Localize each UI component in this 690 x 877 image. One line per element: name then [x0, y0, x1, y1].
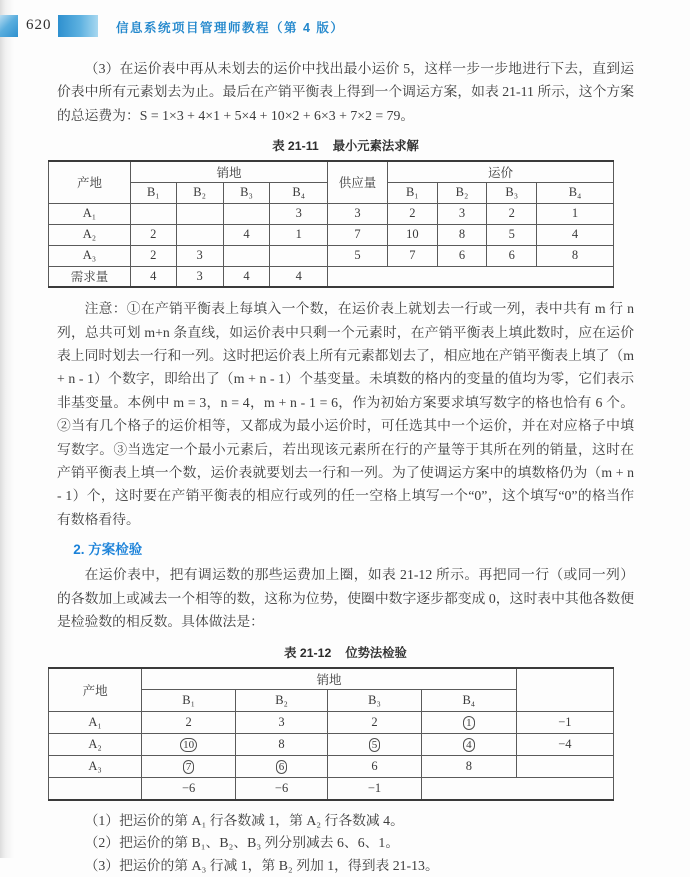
table-cell: 2 [328, 712, 422, 734]
table-row [49, 734, 614, 756]
table-cell: 3 [270, 203, 328, 224]
table-cell: 6 [328, 756, 422, 778]
page-header [0, 0, 690, 40]
table-cell: 2 [130, 245, 176, 266]
potential-value-cell [516, 756, 613, 778]
row-header-origin: 需求量 [49, 266, 131, 287]
col-header-destination: B₁ [130, 182, 176, 203]
table-21-12 [48, 667, 614, 801]
col-header-destination: B₃ [487, 182, 537, 203]
table-21-12-caption [57, 643, 634, 661]
table-cell: 3 [328, 203, 388, 224]
table-cell: −1 [328, 778, 422, 800]
row-header-origin: A₁ [49, 203, 131, 224]
col-header-destination: B₁ [142, 690, 236, 712]
table-cell: 3 [176, 245, 223, 266]
table-cell: −6 [142, 778, 236, 800]
circled-number: 4 [463, 738, 475, 752]
circled-number: 1 [463, 716, 475, 730]
table-cell: 4 [223, 224, 270, 245]
table-cell [421, 734, 516, 756]
table-cell: 4 [130, 266, 176, 287]
table-cell: −6 [236, 778, 328, 800]
table-cell: 4 [270, 266, 328, 287]
circled-number: 6 [276, 760, 288, 774]
paragraph-potential-method: 在运价表中，把有调运数的那些运费加上圈，如表 21-12 所示。再把同一行（或同一列）的各数加上或减去一个相等的数，这称为位势，使圈中数字逐步都变成 0，这时表中其他各数便是检验数的相反数。具体做法是： [57, 563, 634, 633]
col-group-sales: 销地 [142, 668, 517, 690]
col-header-destination: B₄ [537, 182, 614, 203]
circled-number: 7 [183, 760, 195, 774]
row-header-origin: A₃ [49, 756, 142, 778]
table-row [49, 756, 614, 778]
table-cell [130, 203, 176, 224]
book-title: 信息系统项目管理师教程（第 4 版） [116, 18, 344, 36]
col-header-origin: 产地 [49, 161, 131, 203]
row-header-origin: A₁ [49, 712, 142, 734]
paragraph-min-element-method: （3）在运价表中再从未划去的运价中找出最小运价 5，这样一步一步地进行下去，直到运价表中所有元素划去为止。最后在产销平衡表上得到一个调运方案，如表 21-11 所示，这个方案的总运费为：S = 1×3 + 4×1 + 5×4 + 10×2 + 6×3 + 7×2 = 79。 [57, 57, 634, 127]
table-cell [142, 756, 236, 778]
table-cell: 2 [387, 203, 437, 224]
table-cell [421, 778, 613, 800]
table-cell: 4 [223, 266, 270, 287]
table-cell: 2 [487, 203, 537, 224]
steps-list [57, 810, 634, 877]
col-header-destination: B₃ [328, 690, 422, 712]
table-cell [223, 245, 270, 266]
table-row [49, 778, 614, 800]
table-cell [328, 266, 614, 287]
table-cell [328, 734, 422, 756]
section-heading-plan-check: 2. 方案检验 [57, 538, 634, 558]
table-cell: 8 [236, 734, 328, 756]
table-cell: 2 [130, 224, 176, 245]
table-cell: 7 [328, 224, 388, 245]
col-header-origin: 产地 [49, 668, 142, 712]
table-cell [421, 712, 516, 734]
header-accent-bar [58, 15, 98, 37]
step-item: （3）把运价的第 A₃ 行减 1，第 B₂ 列加 1，得到表 21-13。 [57, 855, 634, 877]
col-group-price: 运价 [387, 161, 613, 182]
table-cell: 3 [236, 712, 328, 734]
table-cell: 2 [142, 712, 236, 734]
table-cell: 3 [176, 266, 223, 287]
table-row [49, 712, 614, 734]
table-cell: 5 [487, 224, 537, 245]
step-item: （1）把运价的第 A₁ 行各数减 1，第 A₂ 行各数减 4。 [57, 810, 634, 833]
table-caption-title: 位势法检验 [345, 646, 407, 660]
col-header-destination: B₄ [421, 690, 516, 712]
col-header-destination: B₂ [176, 182, 223, 203]
page-content [0, 57, 690, 877]
row-header-origin [49, 778, 142, 800]
table-row [49, 161, 614, 182]
table-21-11 [48, 160, 614, 288]
table-cell [270, 245, 328, 266]
potential-value-cell: −4 [516, 734, 613, 756]
col-header-potential [516, 668, 613, 712]
table-cell [223, 203, 270, 224]
table-row [49, 245, 614, 266]
table-cell [176, 224, 223, 245]
table-cell: 5 [328, 245, 388, 266]
row-header-origin: A₂ [49, 224, 131, 245]
table-cell: 6 [487, 245, 537, 266]
table-caption-label: 表 21-11 [272, 139, 319, 153]
corner-accent-square [0, 15, 18, 37]
table-row [49, 668, 614, 690]
col-header-destination: B₂ [437, 182, 487, 203]
table-caption-title: 最小元素法求解 [333, 139, 419, 153]
table-cell: 1 [537, 203, 614, 224]
circled-number: 5 [369, 738, 381, 752]
table-cell: 8 [421, 756, 516, 778]
col-header-destination: B₃ [223, 182, 270, 203]
table-caption-label: 表 21-12 [284, 646, 331, 660]
table-cell: 1 [270, 224, 328, 245]
table-cell: 6 [437, 245, 487, 266]
paragraph-notes: 注意：①在产销平衡表上每填入一个数，在运价表上就划去一行或一列，表中共有 m 行 n 列，总共可划 m+n 条直线，如运价表中只剩一个元素时，在产销平衡表上填此数时，应在运价表上同时划去一行和一列。这时把运价表上所有元素都划去了，相应地在产销平衡表上填了（m + n - 1）个数字，即给出了（m + n - 1）个基变量。未填数的格内的变量的值均为零，它们表示非基变量。本例中 m = 3，n = 4，m + n - 1 = 6，作为初始方案要求填写数字的格也恰有 6 个。②当有几个格子的运价相等，又都成为最小运价时，可任选其中一个运价，并在对应格子中填写数字。③当选定一个最小元素后，若出现该元素所在行的产量等于其所在列的销量，这时在产销平衡表上填一个数，运价表就要划去一行和一列。为了使调运方案中的填数格仍为（m + n - 1）个，这时要在产销平衡表的相应行或列的任一空格上填写一个“0”，这个填写“0”的格当作有数格看待。 [57, 297, 634, 531]
step-item: （2）把运价的第 B₁、B₂、B₃ 列分别减去 6、6、1。 [57, 832, 634, 855]
col-header-destination: B₂ [236, 690, 328, 712]
page-number: 620 [26, 17, 52, 34]
table-cell: 3 [437, 203, 487, 224]
circled-number: 10 [180, 738, 197, 752]
table-row [49, 266, 614, 287]
col-group-sales: 销地 [130, 161, 327, 182]
table-21-11-caption [57, 136, 634, 154]
table-cell [142, 734, 236, 756]
table-row [49, 224, 614, 245]
table-row [49, 203, 614, 224]
potential-value-cell: −1 [516, 712, 613, 734]
row-header-origin: A₃ [49, 245, 131, 266]
table-cell [176, 203, 223, 224]
col-header-destination: B₁ [387, 182, 437, 203]
table-cell: 8 [537, 245, 614, 266]
row-header-origin: A₂ [49, 734, 142, 756]
table-cell [236, 756, 328, 778]
table-cell: 10 [387, 224, 437, 245]
table-cell: 8 [437, 224, 487, 245]
table-cell: 7 [387, 245, 437, 266]
col-header-supply: 供应量 [328, 161, 388, 203]
col-header-destination: B₄ [270, 182, 328, 203]
page-edge-shadow [0, 0, 14, 858]
table-cell: 4 [537, 224, 614, 245]
